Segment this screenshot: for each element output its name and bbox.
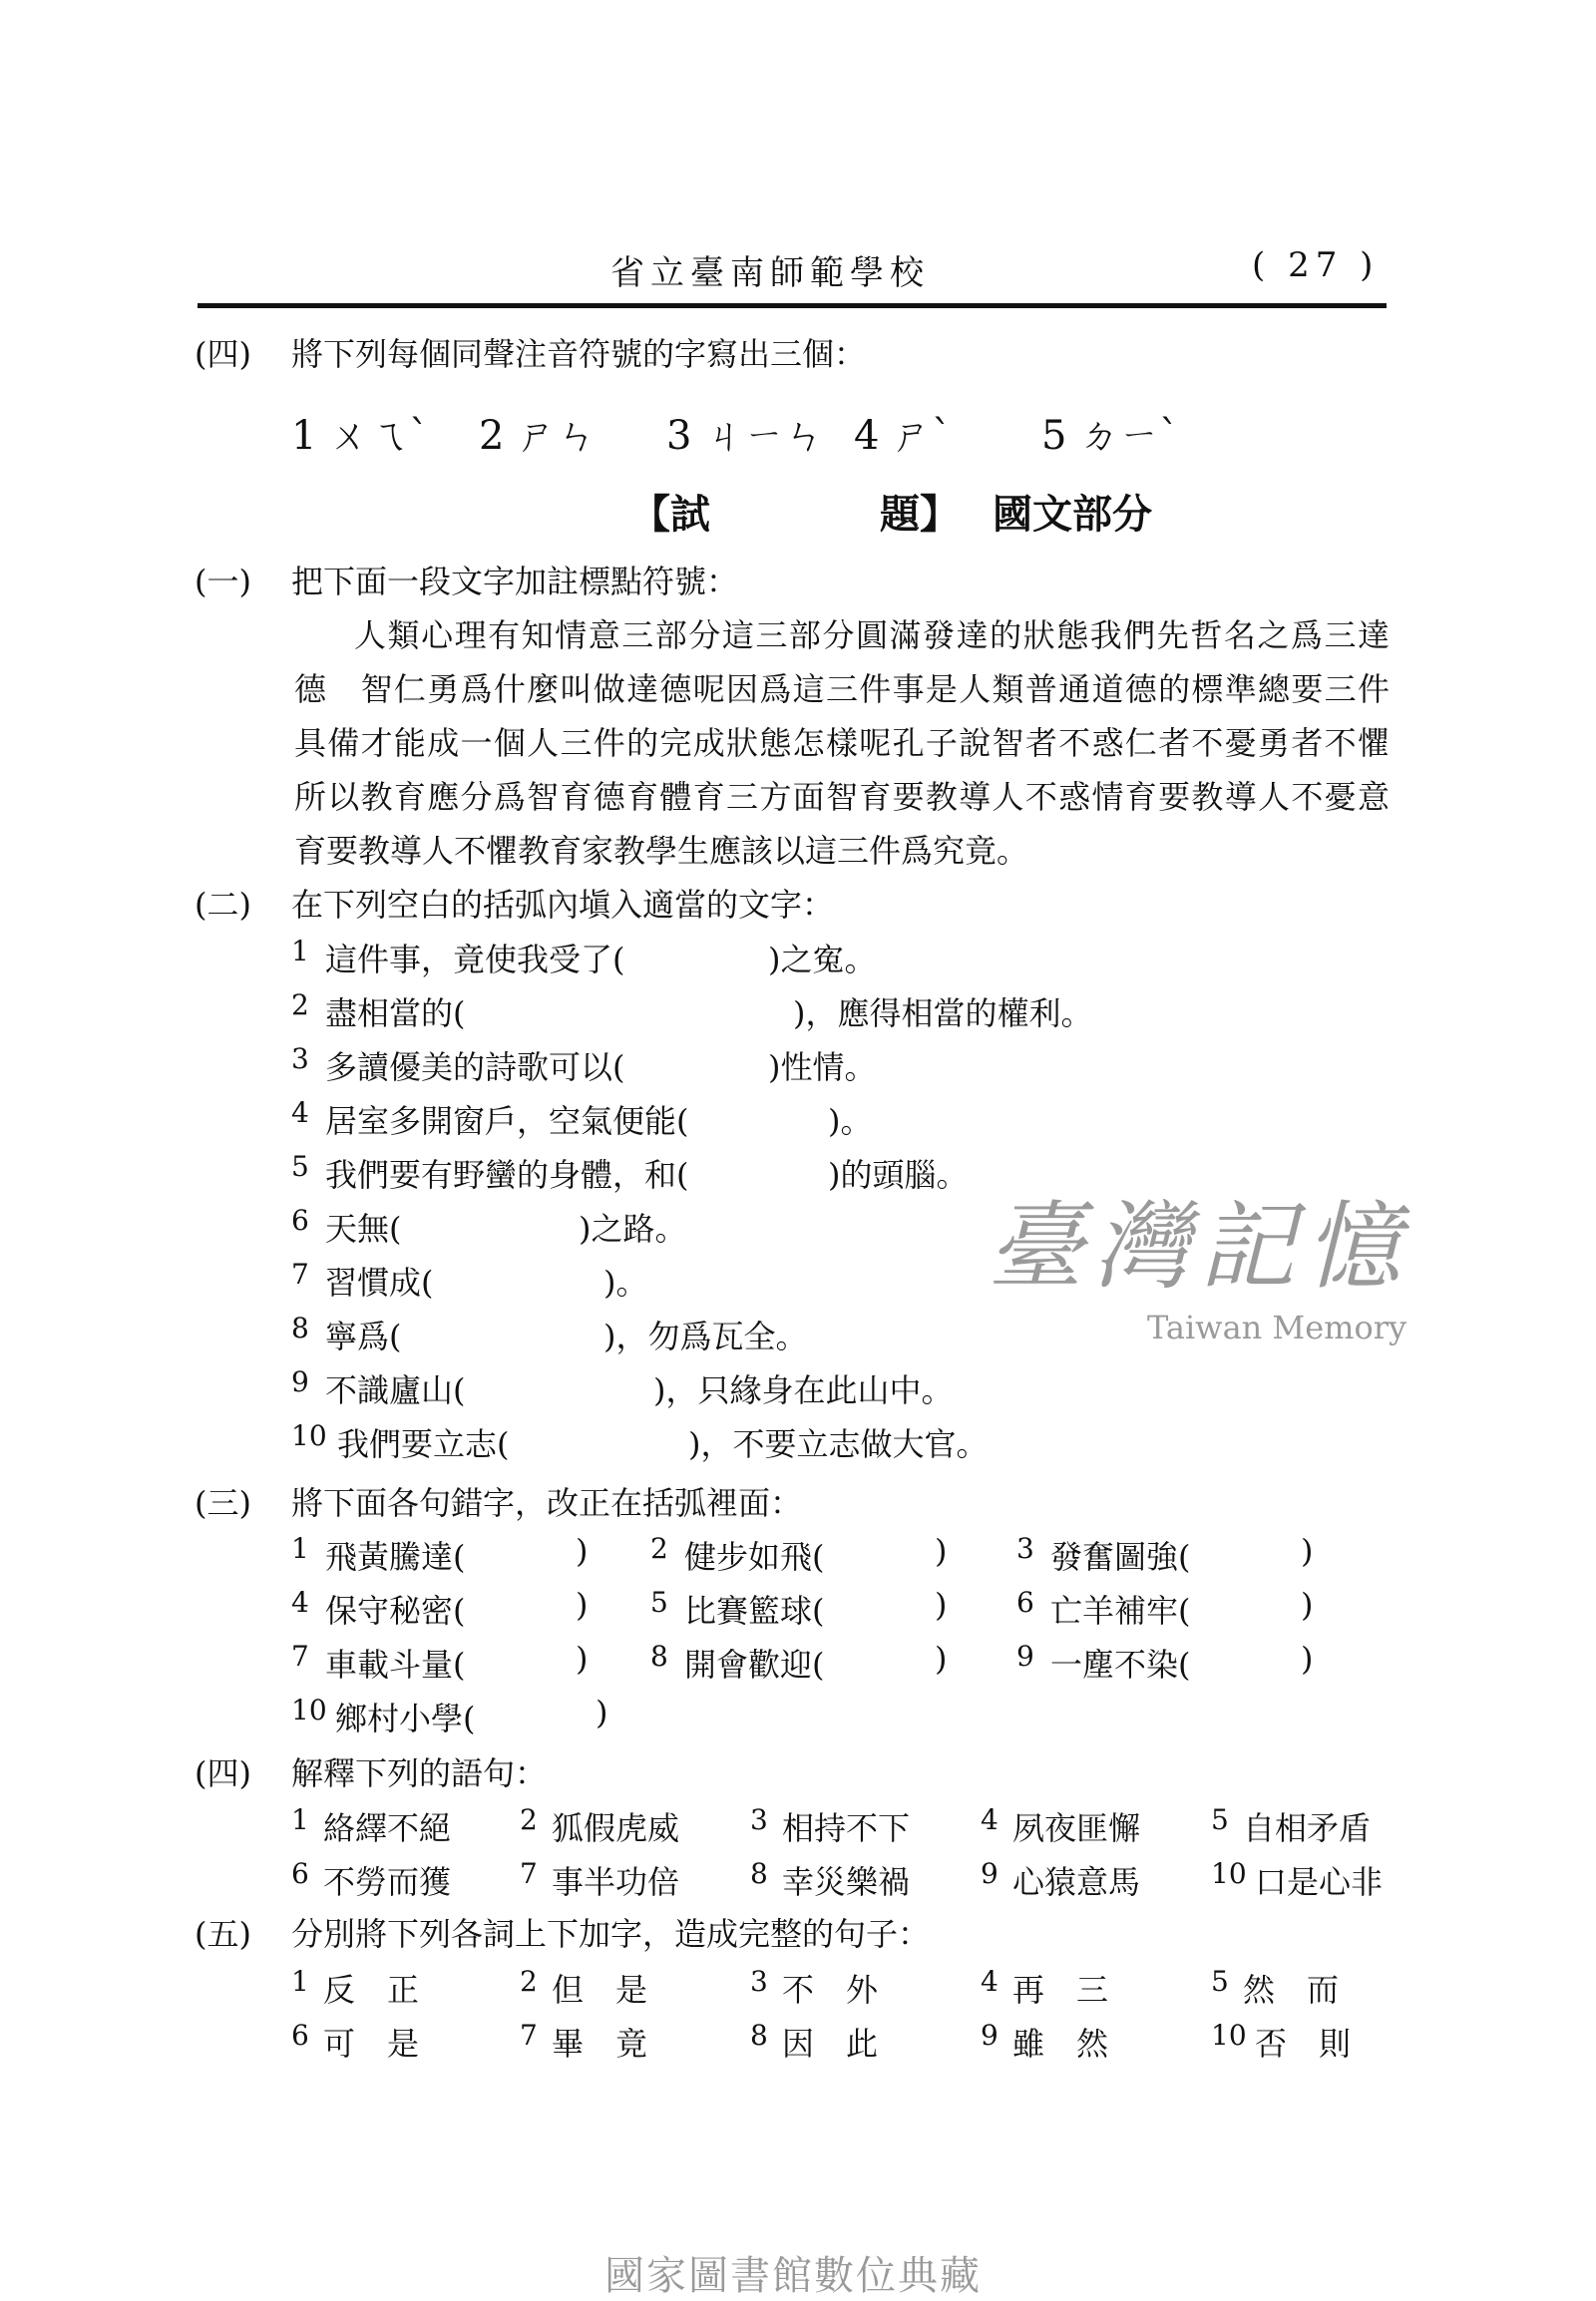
item-number: 10 — [1211, 1857, 1247, 1890]
item-word: 不 外 — [782, 1971, 879, 2009]
item-number: 2 — [650, 1532, 668, 1565]
item-word: 鄉村小學( — [335, 1700, 476, 1737]
item-word: 保守秘密( — [325, 1592, 466, 1630]
section4-label: (四) — [195, 1754, 251, 1792]
item-word: 不勞而獲 — [323, 1863, 452, 1901]
section4-instruction: 解釋下列的語句： — [291, 1754, 548, 1792]
item-number: 5 — [1211, 1803, 1229, 1836]
section3-instruction: 將下面各句錯字，改正在括弧裡面： — [291, 1484, 803, 1522]
section2-instruction: 在下列空白的括弧內塡入適當的文字： — [291, 886, 835, 924]
item-number: 6 — [1016, 1586, 1034, 1619]
paragraph-line: 育要教導人不懼教育家教學生應該以這三件爲究竟。 — [294, 832, 1029, 870]
item-word: 雖 然 — [1012, 2025, 1109, 2063]
zhuyin-item: 1 ㄨㄟˋ — [291, 413, 430, 459]
header-rule — [198, 303, 1387, 308]
paragraph-line: 人類心理有知情意三部分這三部分圓滿發達的狀態我們先哲名之爲三達 — [354, 616, 1390, 654]
item-number: 1 — [291, 1532, 309, 1565]
item-number: 2 — [291, 988, 309, 1021]
item-prompt: 多讀優美的詩歌可以( — [325, 1048, 625, 1086]
item-prompt: 這件事，竟使我受了( — [325, 941, 625, 978]
item-word: 可 是 — [323, 2025, 420, 2063]
close-paren: ) — [596, 1694, 608, 1731]
item-prompt: 習慣成( — [325, 1264, 434, 1302]
close-paren: ) — [935, 1586, 948, 1624]
item-number: 5 — [1211, 1965, 1229, 1998]
item-number: 4 — [981, 1803, 998, 1836]
item-word: 比賽籃球( — [684, 1592, 825, 1630]
item-suffix: )，不要立志做大官。 — [688, 1425, 989, 1463]
item-suffix: )。 — [828, 1102, 873, 1140]
item-number: 1 — [291, 1965, 309, 1998]
close-paren: ) — [935, 1640, 948, 1678]
item-number: 4 — [291, 1586, 309, 1619]
section1-instruction: 把下面一段文字加註標點符號： — [291, 563, 739, 600]
item-suffix: )，應得相當的權利。 — [793, 994, 1093, 1032]
item-number: 1 — [291, 1803, 309, 1836]
item-suffix: )的頭腦。 — [828, 1156, 969, 1194]
item-number: 6 — [291, 1204, 309, 1237]
item-number: 8 — [750, 1857, 768, 1890]
item-number: 5 — [650, 1586, 668, 1619]
item-word: 事半功倍 — [552, 1863, 680, 1901]
item-prompt: 寧爲( — [325, 1318, 402, 1355]
item-suffix: )，只緣身在此山中。 — [653, 1371, 954, 1409]
paragraph-line: 所以教育應分爲智育德育體育三方面智育要教導人不惑情育要教導人不憂意 — [294, 778, 1390, 816]
item-prompt: 我們要有野蠻的身體，和( — [325, 1156, 689, 1194]
item-word: 開會歡迎( — [684, 1646, 825, 1684]
item-number: 2 — [520, 1803, 538, 1836]
footer-archive-label: 國家圖書館數位典藏 — [604, 2253, 982, 2299]
exam-title-left: 【試 — [630, 491, 710, 538]
item-number: 6 — [291, 1857, 309, 1890]
zhuyin-item: 3 ㄐㄧㄣ — [666, 413, 825, 459]
item-word: 然 而 — [1243, 1971, 1340, 2009]
item-number: 7 — [520, 1857, 538, 1890]
section5-label: (五) — [195, 1915, 251, 1953]
item-number: 5 — [291, 1150, 309, 1183]
close-paren: ) — [1301, 1532, 1314, 1570]
item-word: 自相矛盾 — [1243, 1809, 1372, 1847]
item-word: 口是心非 — [1255, 1863, 1384, 1901]
zhuyin-item: 5 ㄉㄧˋ — [1041, 413, 1180, 459]
close-paren: ) — [1301, 1640, 1314, 1678]
item-word: 一塵不染( — [1050, 1646, 1191, 1684]
item-word: 幸災樂禍 — [782, 1863, 911, 1901]
page-number: ( 27 ) — [1252, 245, 1380, 285]
item-word: 發奮圖強( — [1050, 1538, 1191, 1576]
item-suffix: )之路。 — [579, 1210, 687, 1248]
item-word: 飛黃騰達( — [325, 1538, 466, 1576]
close-paren: ) — [576, 1586, 589, 1624]
item-word: 夙夜匪懈 — [1012, 1809, 1141, 1847]
item-word: 心猿意馬 — [1012, 1863, 1141, 1901]
item-number: 9 — [1016, 1640, 1034, 1673]
item-suffix: )之寃。 — [768, 941, 877, 978]
school-name: 省立臺南師範學校 — [610, 253, 930, 293]
item-word: 否 則 — [1255, 2025, 1352, 2063]
item-number: 7 — [291, 1640, 309, 1673]
item-word: 畢 竟 — [552, 2025, 648, 2063]
close-paren: ) — [1301, 1586, 1314, 1624]
item-number: 7 — [520, 2019, 538, 2052]
item-prompt: 盡相當的( — [325, 994, 466, 1032]
section1-label: (一) — [195, 563, 251, 600]
zhuyin-item: 4 ㄕˋ — [854, 413, 953, 459]
close-paren: ) — [576, 1640, 589, 1678]
section2-label: (二) — [195, 886, 251, 924]
item-number: 3 — [1016, 1532, 1034, 1565]
item-word: 絡繹不絕 — [323, 1809, 452, 1847]
item-word: 健步如飛( — [684, 1538, 825, 1576]
item-number: 7 — [291, 1258, 309, 1291]
item-number: 8 — [291, 1312, 309, 1344]
item-number: 9 — [981, 2019, 998, 2052]
zhuyin-label: (四) — [195, 335, 251, 373]
zhuyin-instruction: 將下列每個同聲注音符號的字寫出三個： — [291, 335, 867, 373]
paragraph-line: 德 智仁勇爲什麼叫做達德呢因爲這三件事是人類普通道德的標準總要三件 — [294, 670, 1390, 708]
item-prompt: 天無( — [325, 1210, 402, 1248]
item-word: 相持不下 — [782, 1809, 911, 1847]
item-number: 8 — [750, 2019, 768, 2052]
item-number: 3 — [291, 1042, 309, 1075]
item-word: 因 此 — [782, 2025, 879, 2063]
item-suffix: )。 — [603, 1264, 648, 1302]
item-number: 4 — [981, 1965, 998, 1998]
item-word: 亡羊補牢( — [1050, 1592, 1191, 1630]
exam-subject: 國文部分 — [993, 491, 1152, 538]
item-word: 但 是 — [552, 1971, 648, 2009]
item-number: 9 — [981, 1857, 998, 1890]
item-word: 車載斗量( — [325, 1646, 466, 1684]
item-number: 3 — [750, 1965, 768, 1998]
item-number: 6 — [291, 2019, 309, 2052]
item-number: 4 — [291, 1096, 309, 1129]
paragraph-line: 具備才能成一個人三件的完成狀態怎樣呢孔子說智者不惑仁者不憂勇者不懼 — [294, 724, 1390, 762]
item-word: 再 三 — [1012, 1971, 1109, 2009]
section5-instruction: 分別將下列各詞上下加字，造成完整的句子： — [291, 1915, 931, 1953]
watermark-english: Taiwan Memory — [1147, 1309, 1407, 1346]
item-number: 10 — [1211, 2019, 1247, 2052]
item-suffix: )性情。 — [768, 1048, 877, 1086]
exam-title-right: 題】 — [880, 491, 960, 538]
item-number: 10 — [291, 1694, 327, 1726]
zhuyin-item: 2 ㄕㄣ — [479, 413, 598, 459]
item-word: 反 正 — [323, 1971, 420, 2009]
section3-label: (三) — [195, 1484, 251, 1522]
item-number: 3 — [750, 1803, 768, 1836]
item-suffix: )，勿爲瓦全。 — [603, 1318, 808, 1355]
item-number: 8 — [650, 1640, 668, 1673]
close-paren: ) — [935, 1532, 948, 1570]
item-prompt: 居室多開窗戶，空氣便能( — [325, 1102, 689, 1140]
item-prompt: 我們要立志( — [337, 1425, 510, 1463]
item-number: 9 — [291, 1365, 309, 1398]
item-word: 狐假虎威 — [552, 1809, 680, 1847]
item-prompt: 不識廬山( — [325, 1371, 466, 1409]
item-number: 1 — [291, 935, 309, 967]
close-paren: ) — [576, 1532, 589, 1570]
item-number: 2 — [520, 1965, 538, 1998]
watermark-chinese: 臺灣記憶 — [988, 1191, 1410, 1303]
item-number: 10 — [291, 1419, 327, 1452]
